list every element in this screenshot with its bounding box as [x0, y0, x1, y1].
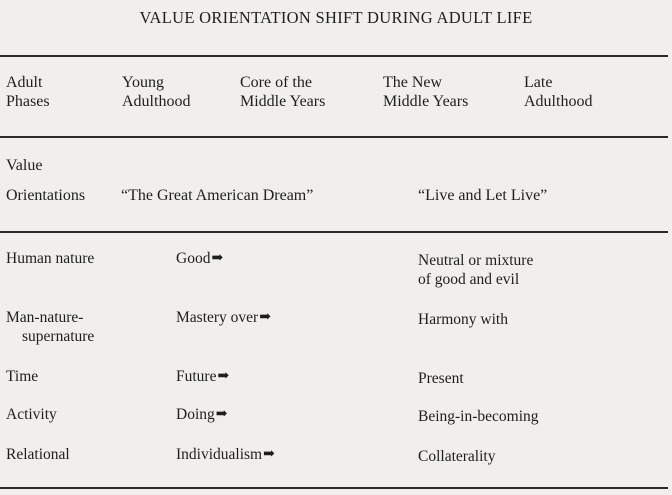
value-label: Value: [6, 157, 43, 174]
row-to-activity: Being-in-becoming: [418, 408, 539, 425]
row-to-relational: Collaterality: [418, 448, 496, 465]
arrow-right-icon: ➡: [259, 310, 271, 325]
phases-rule: [0, 136, 668, 138]
row-label-man-nature: Man-nature- supernature: [6, 309, 95, 345]
phase-new-middle-years: The New Middle Years: [383, 74, 469, 110]
table-title: VALUE ORIENTATION SHIFT DURING ADULT LIFE: [139, 8, 533, 27]
arrow-right-icon: ➡: [215, 407, 228, 422]
great-american-dream: “The Great American Dream”: [121, 187, 314, 204]
row-label-human-nature: Human nature: [6, 250, 95, 267]
row-to-time: Present: [418, 370, 464, 387]
phase-late-adulthood: Late Adulthood: [524, 74, 593, 110]
phase-core-middle-years: Core of the Middle Years: [240, 74, 326, 110]
orientations-rule: [0, 231, 668, 233]
live-and-let-live: “Live and Let Live”: [418, 187, 548, 204]
row-label-relational: Relational: [6, 446, 70, 463]
row-from-time: Future➡: [176, 368, 230, 385]
arrow-right-icon: ➡: [217, 369, 230, 384]
phase-young-adulthood: Young Adulthood: [122, 74, 191, 110]
row-to-human-nature: Neutral or mixture of good and evil: [418, 252, 534, 288]
adult-phases-label: Adult Phases: [6, 74, 50, 110]
arrow-right-icon: ➡: [263, 447, 275, 462]
top-rule: [0, 55, 668, 57]
row-to-man-nature: Harmony with: [418, 311, 508, 328]
row-label-activity: Activity: [6, 406, 57, 423]
row-from-relational: Individualism➡: [176, 446, 275, 463]
row-label-time: Time: [6, 368, 39, 385]
orientations-label: Orientations: [6, 187, 86, 204]
bottom-rule: [0, 487, 668, 489]
row-from-man-nature: Mastery over➡: [176, 309, 271, 326]
arrow-right-icon: ➡: [211, 251, 224, 266]
row-from-human-nature: Good➡: [176, 250, 224, 267]
row-from-activity: Doing➡: [176, 406, 228, 423]
